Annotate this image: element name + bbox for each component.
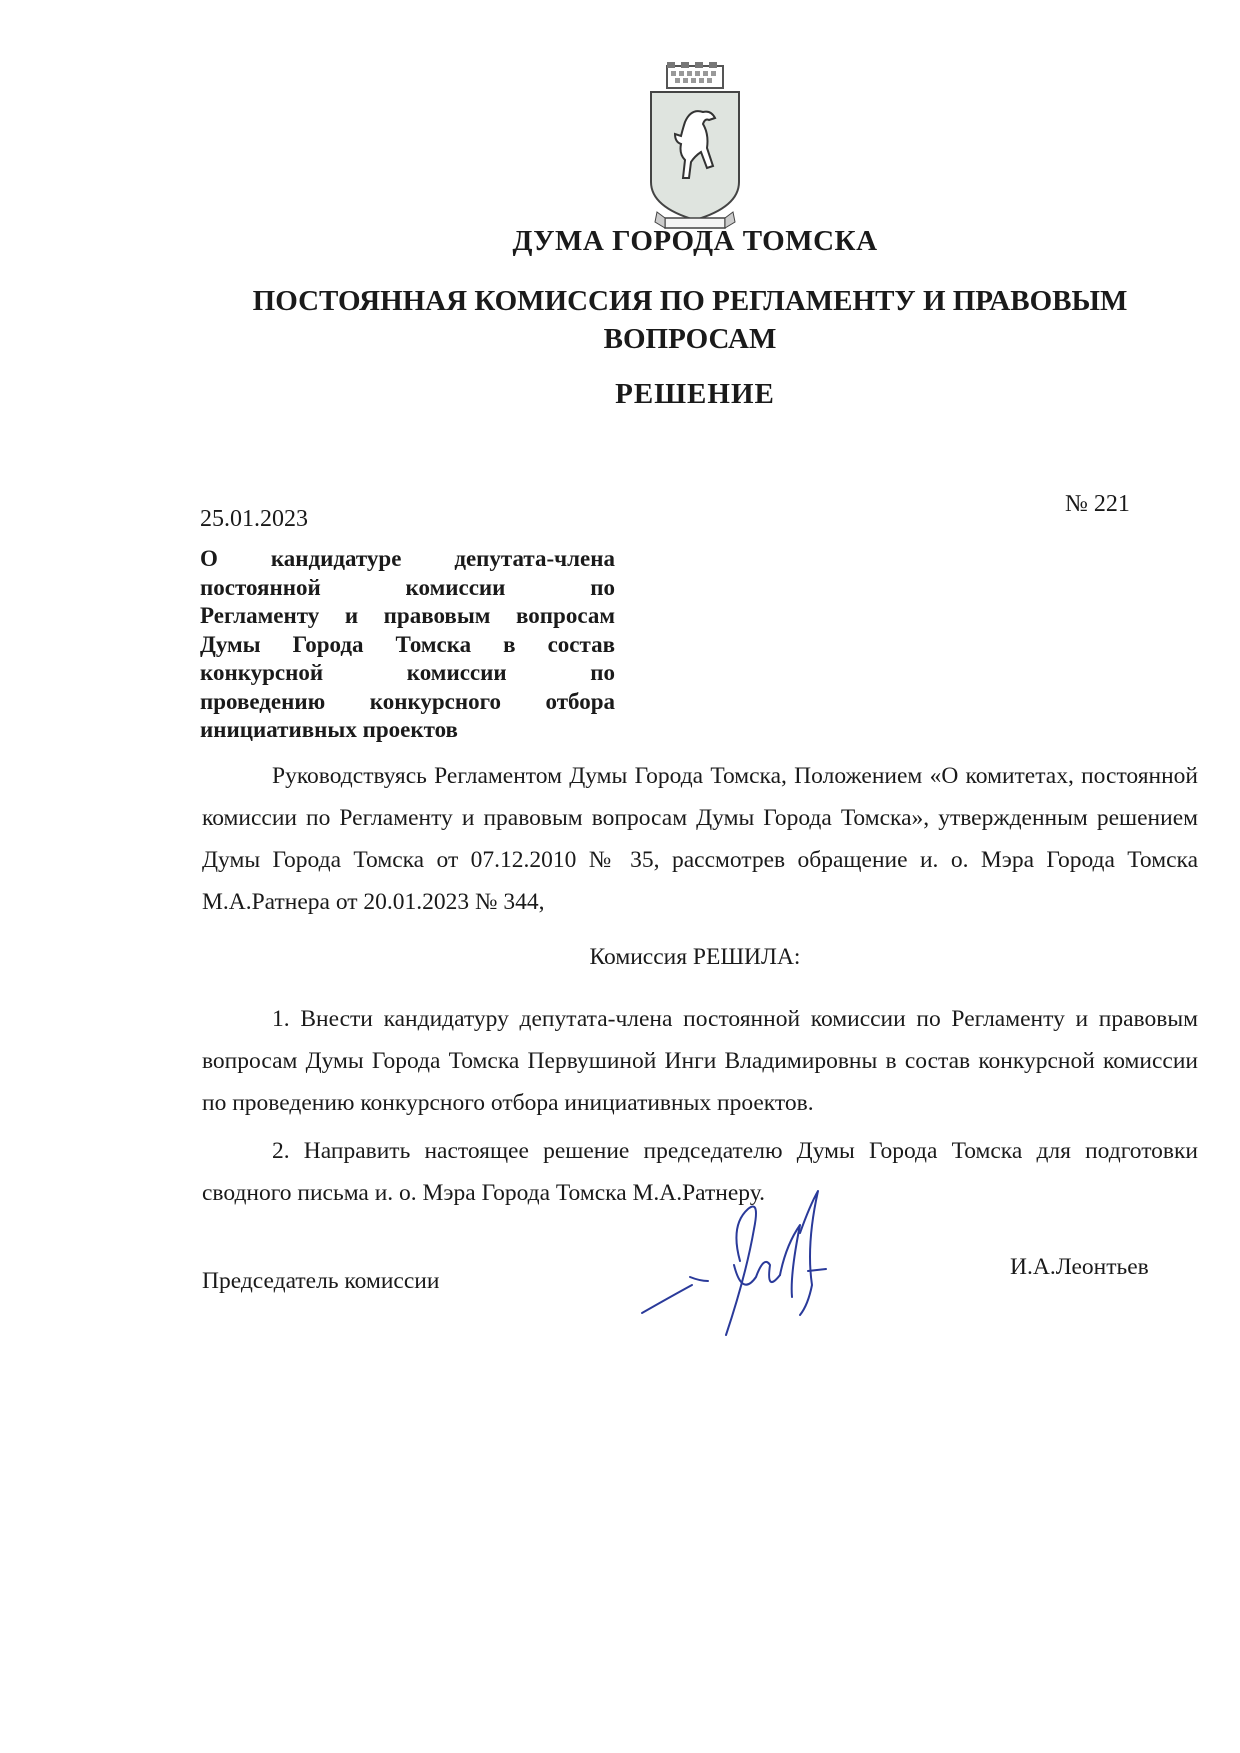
subject-line: Думы Города Томска в состав (200, 631, 615, 657)
tomsk-coat-of-arms-icon (645, 62, 745, 232)
commission-title-line-2: ВОПРОСАМ (603, 323, 777, 355)
document-number: № 221 (1065, 491, 1130, 517)
subject-line: постоянной комиссии по (200, 574, 615, 600)
subject-line: О кандидатуре депутата-члена (200, 546, 615, 571)
resolved-heading: Комиссия РЕШИЛА: (589, 944, 801, 970)
subject-line: инициативных проектов (200, 717, 458, 742)
resolution-item-2: 2. Направить настоящее решение председателю Думы Города Томска для подготовки сводного письма и. о. Мэра Города Томска М.А.Ратнеру. (202, 1138, 1198, 1206)
subject-line: Регламенту и правовым вопросам (200, 603, 615, 628)
subject-line: проведению конкурсного отбора (200, 688, 615, 714)
preamble-paragraph: Руководствуясь Регламентом Думы Города Томска, Положением «О комитетах, постоянной комиссии по Регламенту и правовым вопросам Думы Города Томска», утвержденным решением Думы Города Томска от 07.12.2010 № 35, рассмотрев обращение и. о. Мэра Города Томска М.А.Ратнера от 20.01.2023 № 344, (202, 763, 1198, 915)
commission-title (240, 282, 1140, 358)
resolution-item-1: 1. Внести кандидатуру депутата-члена постоянной комиссии по Регламенту и правовым вопросам Думы Города Томска Первушиной Инги Владимировны в состав конкурсной комиссии по проведению конкурсного отбора инициативных проектов. (202, 1006, 1198, 1116)
commission-title-line-1: ПОСТОЯННАЯ КОМИССИЯ ПО РЕГЛАМЕНТУ И ПРАВОВЫМ (252, 285, 1128, 317)
handwritten-signature-icon (630, 1185, 870, 1345)
subject-line: конкурсной комиссии по (200, 660, 615, 685)
document-date: 25.01.2023 (200, 506, 308, 532)
document-type-title: РЕШЕНИЕ (615, 378, 775, 410)
organization-title: ДУМА ГОРОДА ТОМСКА (512, 225, 878, 257)
signatory-title: Председатель комиссии (202, 1268, 440, 1294)
signatory-name: И.А.Леонтьев (1010, 1254, 1149, 1280)
document-subject (200, 545, 615, 745)
